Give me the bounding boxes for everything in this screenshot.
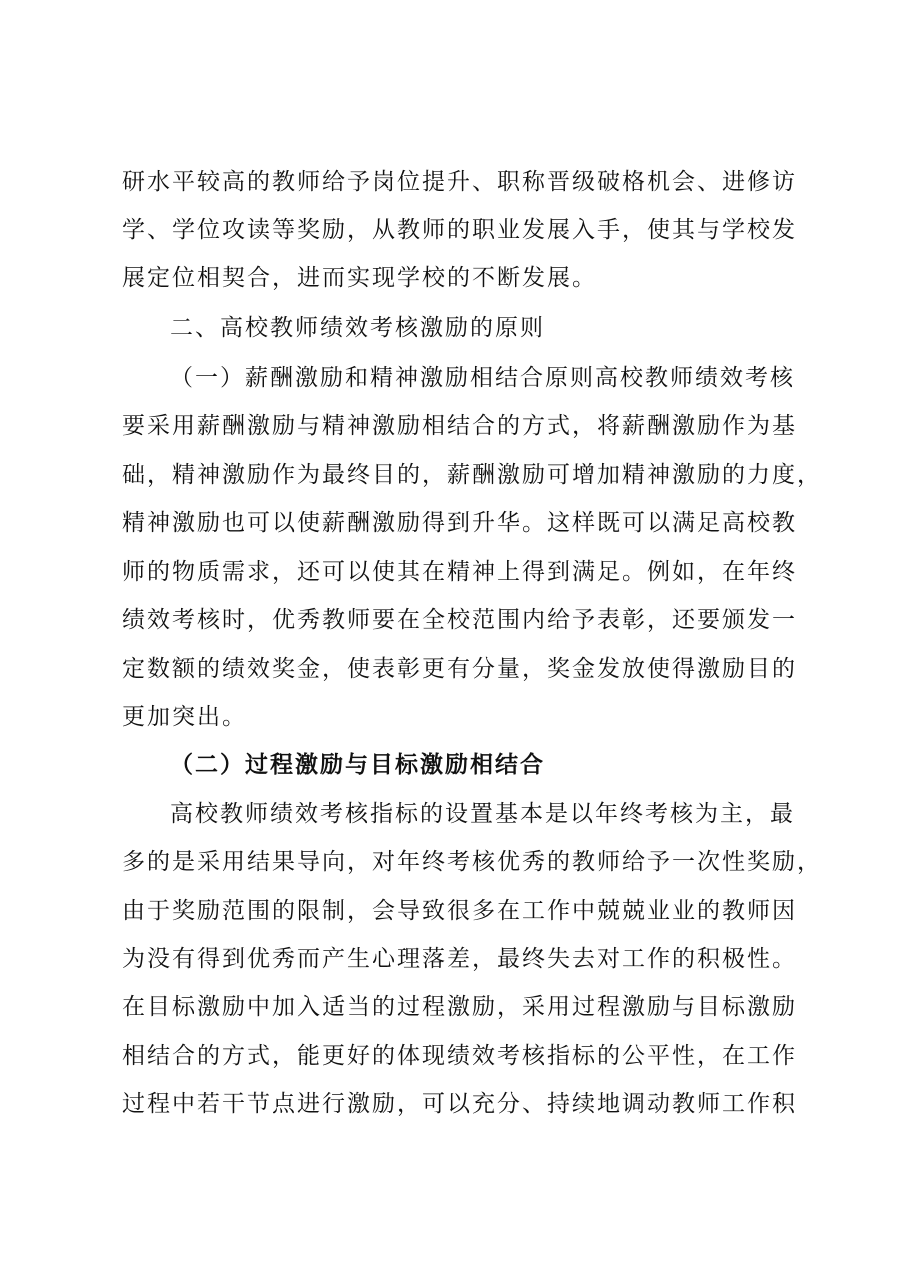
paragraph-line: 展定位相契合，进而实现学校的不断发展。 <box>122 265 597 291</box>
paragraph-line: 学、学位攻读等奖励，从教师的职业发展入手，使其与学校发 <box>122 217 797 243</box>
subsection-heading-line: （一）薪酬激励和精神激励相结合原则高校教师绩效考核 <box>170 365 795 391</box>
paragraph-line: 为没有得到优秀而产生心理落差，最终失去对工作的积极性。 <box>122 946 797 972</box>
paragraph-line: 师的物质需求，还可以使其在精神上得到满足。例如，在年终 <box>122 559 797 585</box>
section-heading: 二、高校教师绩效考核激励的原则 <box>170 315 545 341</box>
paragraph-line: 研水平较高的教师给予岗位提升、职称晋级破格机会、进修访 <box>122 169 797 195</box>
paragraph-line: 精神激励也可以使薪酬激励得到升华。这样既可以满足高校教 <box>122 510 797 536</box>
subsection-heading: （二）过程激励与目标激励相结合 <box>170 752 545 778</box>
paragraph-line: 定数额的绩效奖金，使表彰更有分量，奖金发放使得激励目的 <box>122 656 797 682</box>
paragraph-line: 由于奖励范围的限制，会导致很多在工作中兢兢业业的教师因 <box>122 898 797 924</box>
paragraph-line: 础，精神激励作为最终目的，薪酬激励可增加精神激励的力度， <box>122 462 822 488</box>
paragraph-line: 要采用薪酬激励与精神激励相结合的方式，将薪酬激励作为基 <box>122 413 797 439</box>
paragraph-line: 绩效考核时，优秀教师要在全校范围内给予表彰，还要颁发一 <box>122 607 797 633</box>
paragraph-line: 相结合的方式，能更好的体现绩效考核指标的公平性，在工作 <box>122 1043 797 1069</box>
paragraph-line: 过程中若干节点进行激励，可以充分、持续地调动教师工作积 <box>122 1091 797 1117</box>
paragraph-line: 更加突出。 <box>122 704 247 730</box>
paragraph-line: 在目标激励中加入适当的过程激励，采用过程激励与目标激励 <box>122 994 797 1020</box>
paragraph-line: 高校教师绩效考核指标的设置基本是以年终考核为主，最 <box>170 801 795 827</box>
paragraph-line: 多的是采用结果导向，对年终考核优秀的教师给予一次性奖励， <box>122 849 822 875</box>
